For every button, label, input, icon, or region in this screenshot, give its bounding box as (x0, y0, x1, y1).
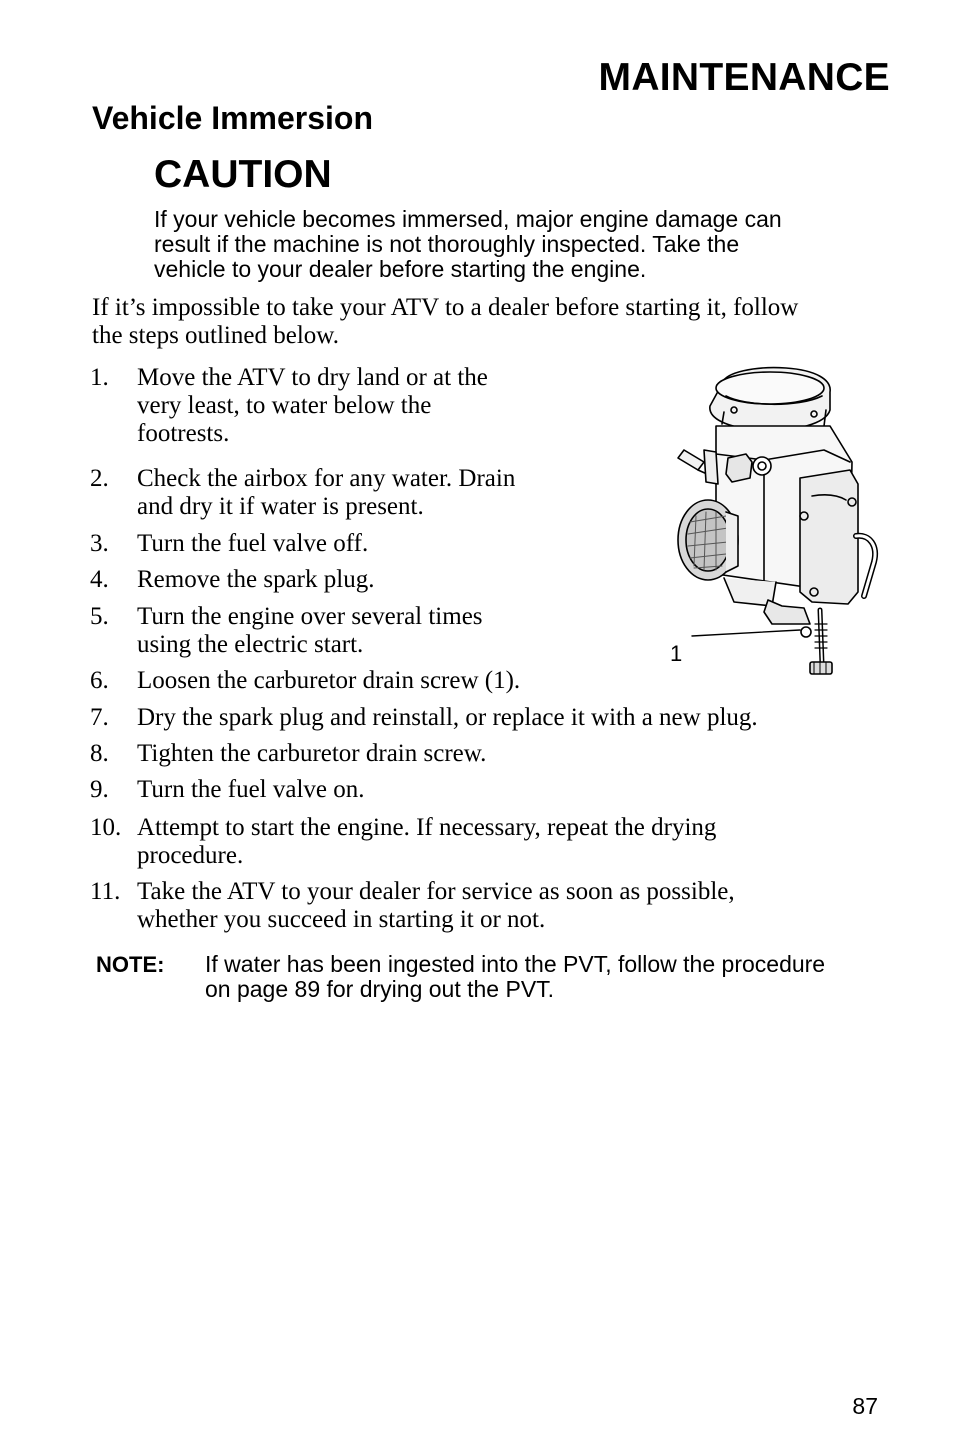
note-text (205, 952, 825, 1002)
caution-line: If your vehicle becomes immersed, major engine damage can (154, 206, 782, 232)
subsection-title: Vehicle Immersion (92, 100, 374, 136)
carburetor-illustration (664, 366, 884, 682)
step-text (137, 814, 716, 870)
step-line: very least, to water below the (137, 392, 432, 419)
step-line: Tighten the carburetor drain screw. (137, 740, 487, 767)
step-number: 3. (90, 530, 109, 557)
step-number: 5. (90, 603, 109, 630)
step-line: Turn the fuel valve on. (137, 776, 365, 803)
step-number: 4. (90, 566, 109, 593)
intro-line: If it’s impossible to take your ATV to a dealer before starting it, follow (92, 294, 799, 321)
caution-heading: CAUTION (154, 153, 332, 196)
step-text (137, 364, 488, 448)
step-text (137, 667, 520, 695)
step-text (137, 776, 365, 804)
step-line: Attempt to start the engine. If necessary, repeat the drying (137, 814, 717, 841)
step-line: Loosen the carburetor drain screw (1). (137, 667, 521, 694)
step-number: 1. (90, 364, 109, 391)
step-text (137, 740, 486, 768)
step-number: 11. (90, 878, 121, 905)
step-number: 2. (90, 465, 109, 492)
step-line: Turn the fuel valve off. (137, 530, 369, 557)
step-text (137, 704, 758, 732)
caution-line: result if the machine is not thoroughly inspected. Take the (154, 231, 740, 257)
step-line: Remove the spark plug. (137, 566, 375, 593)
caution-line: vehicle to your dealer before starting the engine. (154, 256, 647, 282)
step-number: 8. (90, 740, 109, 767)
step-text (137, 878, 735, 934)
step-line: Take the ATV to your dealer for service as soon as possible, (137, 878, 735, 905)
step-line: procedure. (137, 842, 244, 869)
step-number: 6. (90, 667, 109, 694)
page-number: 87 (852, 1393, 878, 1419)
step-line: Turn the engine over several times (137, 603, 483, 630)
step-line: Move the ATV to dry land or at the (137, 364, 488, 391)
step-text (137, 603, 483, 659)
caution-text (154, 207, 874, 282)
step-text (137, 530, 368, 558)
step-text (137, 566, 374, 594)
intro-line: the steps outlined below. (92, 322, 339, 349)
step-line: Check the airbox for any water. Drain (137, 465, 516, 492)
callout-label: 1 (670, 641, 683, 666)
step-line: using the electric start. (137, 631, 364, 658)
note-line: If water has been ingested into the PVT, follow the procedure (205, 951, 826, 977)
step-number: 10. (90, 814, 122, 841)
step-line: Dry the spark plug and reinstall, or replace it with a new plug. (137, 704, 758, 731)
step-number: 7. (90, 704, 109, 731)
step-line: whether you succeed in starting it or not. (137, 906, 546, 933)
step-number: 9. (90, 776, 109, 803)
intro-paragraph (92, 294, 892, 350)
step-text (137, 465, 515, 521)
note-line: on page 89 for drying out the PVT. (205, 976, 555, 1002)
step-line: footrests. (137, 420, 230, 447)
note-label: NOTE: (96, 952, 165, 977)
section-header: MAINTENANCE (598, 56, 890, 99)
step-line: and dry it if water is present. (137, 493, 424, 520)
